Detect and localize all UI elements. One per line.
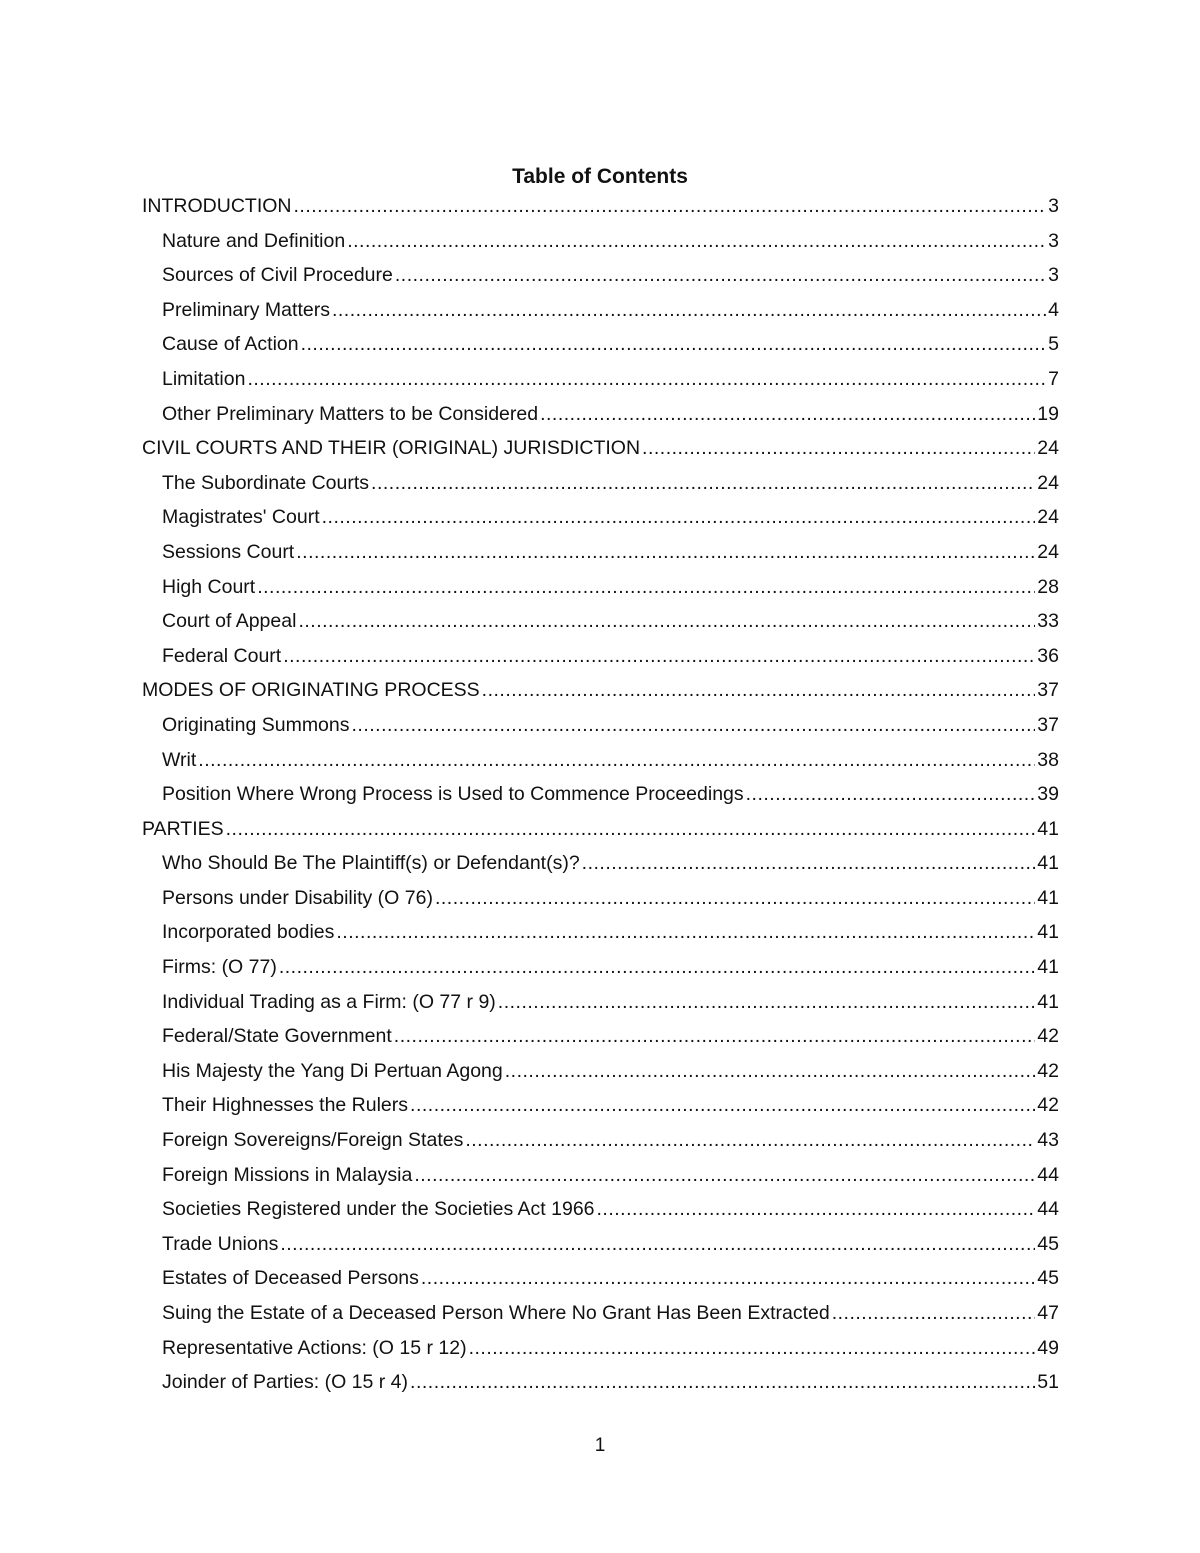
- toc-entry-label: Foreign Sovereigns/Foreign States: [162, 1129, 464, 1152]
- toc-subsection-entry[interactable]: [142, 1125, 1059, 1160]
- toc-entry-page-number: 41: [1037, 990, 1059, 1013]
- dot-leader: [371, 468, 1035, 498]
- toc-entry-label: Federal Court: [162, 644, 282, 667]
- toc-entry-page-number: 19: [1037, 402, 1059, 425]
- toc-subsection-entry[interactable]: [142, 1160, 1059, 1195]
- toc-entry-label: Incorporated bodies: [162, 921, 335, 944]
- toc-entry-label: INTRODUCTION: [142, 195, 292, 217]
- toc-entry-label: Cause of Action: [162, 333, 299, 356]
- dot-leader: [394, 1021, 1036, 1051]
- toc-entry-page-number: 41: [1037, 921, 1059, 944]
- toc-entry-label: Sessions Court: [162, 540, 295, 563]
- toc-subsection-entry[interactable]: [142, 883, 1059, 918]
- toc-subsection-entry[interactable]: [142, 1194, 1059, 1229]
- toc-section-entry[interactable]: [142, 675, 1059, 710]
- toc-entry-label: Other Preliminary Matters to be Considered: [162, 402, 539, 425]
- toc-subsection-entry[interactable]: [142, 1090, 1059, 1125]
- dot-leader: [414, 1160, 1035, 1190]
- dot-leader: [347, 226, 1046, 256]
- toc-entry-page-number: 41: [1037, 852, 1059, 875]
- dot-leader: [582, 848, 1036, 878]
- page-number: 1: [594, 1435, 606, 1456]
- toc-subsection-entry[interactable]: [142, 745, 1059, 780]
- toc-entry-page-number: 37: [1037, 679, 1059, 702]
- dot-leader: [257, 572, 1035, 602]
- toc-subsection-entry[interactable]: [142, 848, 1059, 883]
- toc-subsection-entry[interactable]: [142, 1333, 1059, 1368]
- toc-entry-page-number: 24: [1037, 471, 1059, 494]
- toc-entry-page-number: 24: [1037, 540, 1059, 563]
- dot-leader: [294, 191, 1047, 221]
- toc-entry-page-number: 41: [1037, 886, 1059, 909]
- dot-leader: [410, 1090, 1035, 1120]
- toc-subsection-entry[interactable]: [142, 952, 1059, 987]
- toc-subsection-entry[interactable]: [142, 641, 1059, 676]
- toc-entry-page-number: 3: [1048, 195, 1059, 217]
- dot-leader: [410, 1367, 1035, 1397]
- toc-entry-label: Who Should Be The Plaintiff(s) or Defendant(s)?: [162, 852, 580, 875]
- dot-leader: [301, 329, 1047, 359]
- dot-leader: [352, 710, 1036, 740]
- toc-subsection-entry[interactable]: [142, 987, 1059, 1022]
- toc-subsection-entry[interactable]: [142, 1298, 1059, 1333]
- page-title: Table of Contents: [512, 165, 688, 188]
- dot-leader: [421, 1263, 1035, 1293]
- toc-entry-page-number: 4: [1048, 298, 1059, 321]
- toc-subsection-entry[interactable]: [142, 572, 1059, 607]
- toc-entry-label: Joinder of Parties: (O 15 r 4): [162, 1371, 409, 1394]
- toc-subsection-entry[interactable]: [142, 917, 1059, 952]
- toc-entry-page-number: 49: [1037, 1336, 1059, 1359]
- dot-leader: [247, 364, 1046, 394]
- toc-subsection-entry[interactable]: [142, 1263, 1059, 1298]
- toc-subsection-entry[interactable]: [142, 502, 1059, 537]
- toc-entry-label: Sources of Civil Procedure: [162, 264, 393, 287]
- toc-subsection-entry[interactable]: [142, 399, 1059, 434]
- toc-entry-label: CIVIL COURTS AND THEIR (ORIGINAL) JURISDICTION: [142, 437, 641, 460]
- toc-entry-label: Preliminary Matters: [162, 298, 330, 321]
- toc-subsection-entry[interactable]: [142, 468, 1059, 503]
- toc-entry-page-number: 38: [1037, 748, 1059, 771]
- toc-entry-page-number: 24: [1037, 506, 1059, 529]
- toc-subsection-entry[interactable]: [142, 1367, 1059, 1402]
- toc-entry-page-number: 3: [1048, 264, 1059, 287]
- toc-entry-label: The Subordinate Courts: [162, 471, 370, 494]
- toc-subsection-entry[interactable]: [142, 295, 1059, 330]
- toc-entry-label: Writ: [162, 748, 197, 771]
- toc-entry-label: High Court: [162, 575, 256, 598]
- toc-entry-label: Originating Summons: [162, 713, 350, 736]
- toc-entry-page-number: 36: [1037, 644, 1059, 667]
- toc-section-entry[interactable]: [142, 191, 1059, 226]
- dot-leader: [395, 260, 1046, 290]
- dot-leader: [832, 1298, 1036, 1328]
- toc-entry-page-number: 42: [1037, 1059, 1059, 1082]
- toc-entry-label: Individual Trading as a Firm: (O 77 r 9): [162, 990, 496, 1013]
- dot-leader: [435, 883, 1035, 913]
- dot-leader: [597, 1194, 1036, 1224]
- dot-leader: [642, 433, 1035, 463]
- toc-entry-page-number: 41: [1037, 817, 1059, 840]
- toc-subsection-entry[interactable]: [142, 329, 1059, 364]
- toc-entry-page-number: 45: [1037, 1232, 1059, 1255]
- toc-entry-page-number: 24: [1037, 437, 1059, 460]
- toc-entry-page-number: 28: [1037, 575, 1059, 598]
- toc-subsection-entry[interactable]: [142, 1229, 1059, 1264]
- toc-entry-label: Persons under Disability (O 76): [162, 886, 433, 909]
- toc-entry-label: Limitation: [162, 367, 246, 390]
- toc-subsection-entry[interactable]: [142, 1021, 1059, 1056]
- dot-leader: [505, 1056, 1036, 1086]
- toc-entry-label: Nature and Definition: [162, 229, 346, 252]
- toc-entry-page-number: 3: [1048, 229, 1059, 252]
- toc-entry-page-number: 39: [1037, 783, 1059, 806]
- toc-entry-page-number: 47: [1037, 1302, 1059, 1324]
- toc-entry-page-number: 45: [1037, 1267, 1059, 1290]
- dot-leader: [279, 952, 1035, 982]
- toc-subsection-entry[interactable]: [142, 226, 1059, 261]
- toc-entry-page-number: 41: [1037, 956, 1059, 979]
- toc-entry-label: Their Highnesses the Rulers: [162, 1094, 409, 1117]
- toc-entry-page-number: 5: [1048, 333, 1059, 356]
- dot-leader: [280, 1229, 1035, 1259]
- toc-subsection-entry[interactable]: [142, 779, 1059, 814]
- toc-entry-page-number: 7: [1048, 367, 1059, 390]
- table-of-contents: [142, 191, 1059, 1402]
- toc-entry-label: Court of Appeal: [162, 610, 297, 633]
- toc-entry-label: Firms: (O 77): [162, 956, 277, 979]
- toc-subsection-entry[interactable]: [142, 710, 1059, 745]
- toc-entry-page-number: 44: [1037, 1198, 1059, 1221]
- toc-subsection-entry[interactable]: [142, 260, 1059, 295]
- dot-leader: [498, 987, 1036, 1017]
- dot-leader: [336, 917, 1035, 947]
- toc-section-entry[interactable]: [142, 433, 1059, 468]
- dot-leader: [283, 641, 1035, 671]
- dot-leader: [465, 1125, 1035, 1155]
- toc-entry-label: Representative Actions: (O 15 r 12): [162, 1336, 467, 1359]
- toc-entry-label: Trade Unions: [162, 1232, 279, 1255]
- toc-section-entry[interactable]: [142, 814, 1059, 849]
- toc-entry-page-number: 42: [1037, 1025, 1059, 1048]
- toc-entry-page-number: 51: [1037, 1371, 1059, 1394]
- toc-subsection-entry[interactable]: [142, 606, 1059, 641]
- dot-leader: [746, 779, 1036, 809]
- toc-entry-label: His Majesty the Yang Di Pertuan Agong: [162, 1059, 503, 1082]
- toc-entry-label: MODES OF ORIGINATING PROCESS: [142, 679, 480, 702]
- dot-leader: [469, 1333, 1036, 1363]
- toc-entry-label: Estates of Deceased Persons: [162, 1267, 419, 1290]
- dot-leader: [226, 814, 1036, 844]
- toc-subsection-entry[interactable]: [142, 1056, 1059, 1091]
- toc-entry-page-number: 43: [1037, 1129, 1059, 1152]
- toc-entry-page-number: 37: [1037, 713, 1059, 736]
- toc-entry-page-number: 33: [1037, 610, 1059, 633]
- toc-entry-label: Magistrates' Court: [162, 506, 320, 529]
- dot-leader: [482, 675, 1036, 705]
- dot-leader: [332, 295, 1046, 325]
- toc-entry-label: Federal/State Government: [162, 1025, 392, 1048]
- toc-entry-label: Societies Registered under the Societies Act 1966: [162, 1198, 595, 1221]
- dot-leader: [198, 745, 1035, 775]
- toc-entry-label: Position Where Wrong Process is Used to Commence Proceedings: [162, 783, 744, 806]
- toc-subsection-entry[interactable]: [142, 537, 1059, 572]
- toc-entry-page-number: 44: [1037, 1163, 1059, 1186]
- dot-leader: [298, 606, 1035, 636]
- toc-entry-label: Foreign Missions in Malaysia: [162, 1163, 413, 1186]
- toc-entry-label: Suing the Estate of a Deceased Person Where No Grant Has Been Extracted: [162, 1302, 830, 1324]
- dot-leader: [322, 502, 1036, 532]
- toc-subsection-entry[interactable]: [142, 364, 1059, 399]
- toc-entry-label: PARTIES: [142, 817, 224, 840]
- dot-leader: [296, 537, 1035, 567]
- dot-leader: [540, 399, 1035, 429]
- toc-entry-page-number: 42: [1037, 1094, 1059, 1117]
